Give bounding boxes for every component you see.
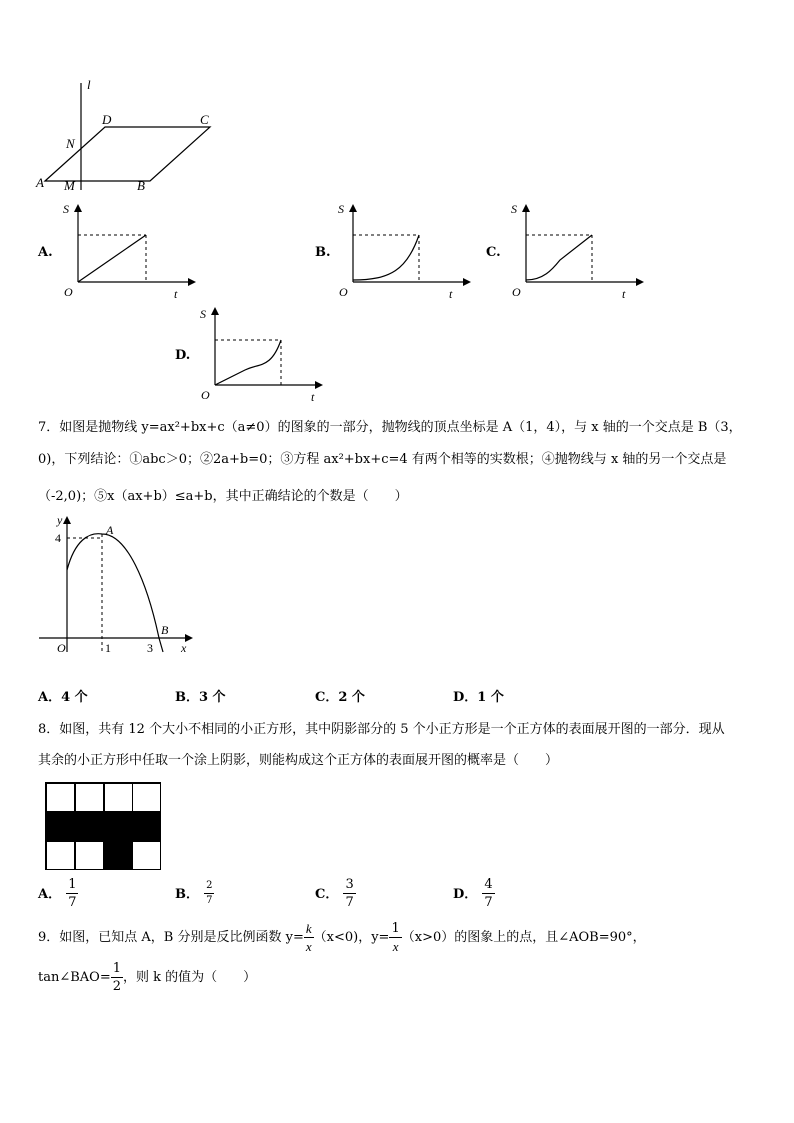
q8-choice-b bbox=[175, 881, 214, 906]
x-axis-label: x bbox=[181, 641, 187, 655]
option-d-label: D. bbox=[175, 348, 191, 363]
numerator: 2 bbox=[204, 881, 214, 894]
origin-label: O bbox=[64, 285, 73, 299]
q9-text-part1: 9．如图，已知点 A，B 分别是反比例函数 y= bbox=[38, 930, 304, 945]
point-m-label: M bbox=[64, 178, 75, 193]
fraction bbox=[482, 878, 494, 909]
q7-line-2: 0)，下列结论：①abc＞0；②2a+b=0；③方程 ax²+bx+c=4 有两个相等的实数根；④抛物线与 x 轴的另一个交点是 bbox=[38, 452, 727, 467]
shaded-cell bbox=[104, 812, 133, 841]
line-l-label: l bbox=[87, 77, 91, 92]
grid-cell bbox=[75, 783, 104, 812]
shaded-cell bbox=[132, 812, 161, 841]
grid-cell bbox=[75, 841, 104, 870]
fraction-k-over-x bbox=[304, 922, 314, 953]
q9-text-tail: ，则 k 的值为（ ） bbox=[123, 970, 257, 985]
q8-choice-d bbox=[453, 878, 495, 909]
point-b-label: B bbox=[137, 178, 145, 193]
q9-line-2 bbox=[38, 962, 256, 993]
denominator: 2 bbox=[112, 979, 122, 994]
denominator: x bbox=[305, 939, 312, 954]
q8-line-2: 其余的小正方形中任取一个涂上阴影，则能构成这个正方体的表面展开图的概率是（ ） bbox=[38, 753, 559, 768]
option-b-label: B. bbox=[315, 245, 331, 260]
fraction bbox=[204, 881, 214, 906]
denominator: 7 bbox=[206, 895, 213, 906]
grid-cell bbox=[46, 783, 75, 812]
point-a-label: A bbox=[36, 175, 44, 190]
numerator: 1 bbox=[68, 877, 77, 892]
denominator: 7 bbox=[345, 895, 354, 910]
fraction-1-over-2 bbox=[111, 962, 123, 993]
choice-letter: A． bbox=[38, 887, 62, 902]
x-tick-1: 1 bbox=[105, 641, 111, 655]
option-c-graph bbox=[508, 200, 648, 300]
t-axis-label: t bbox=[174, 287, 178, 300]
numerator: 3 bbox=[345, 877, 354, 892]
shaded-cell bbox=[75, 812, 104, 841]
choice-letter: D． bbox=[453, 887, 478, 902]
origin-label: O bbox=[57, 641, 66, 655]
origin-label: O bbox=[339, 285, 348, 299]
denominator: 7 bbox=[68, 895, 77, 910]
x-tick-3: 3 bbox=[147, 641, 153, 655]
y-axis-label: y bbox=[57, 513, 63, 527]
numerator: 1 bbox=[391, 921, 400, 936]
shaded-cell bbox=[104, 841, 133, 870]
q8-choice-c bbox=[315, 878, 356, 909]
s-axis-label: S bbox=[338, 202, 344, 216]
grid-cell bbox=[104, 783, 133, 812]
t-axis-label: t bbox=[622, 287, 626, 300]
square-grid bbox=[45, 782, 161, 870]
q7-choice-d: D．1 个 bbox=[453, 690, 504, 705]
shaded-cell bbox=[46, 812, 75, 841]
t-axis-label: t bbox=[311, 390, 315, 403]
choice-letter: B． bbox=[175, 887, 199, 902]
q7-choice-a: A．4 个 bbox=[38, 690, 88, 705]
q9-text-part3: （x>0）的图象上的点，且∠AOB=90°， bbox=[401, 930, 646, 945]
parabola-graph bbox=[35, 512, 205, 657]
numerator: 1 bbox=[112, 961, 122, 976]
point-b-label: B bbox=[161, 623, 169, 637]
q8-line-1: 8．如图，共有 12 个大小不相同的小正方形，其中阴影部分的 5 个小正方形是一个正方体的表面展开图的一部分．现从 bbox=[38, 722, 725, 737]
numerator: 4 bbox=[484, 877, 493, 892]
s-axis-label: S bbox=[63, 202, 69, 216]
numerator: k bbox=[305, 921, 312, 936]
vertex-a-label: A bbox=[106, 523, 114, 537]
grid-cell bbox=[132, 783, 161, 812]
q8-choice-a bbox=[38, 878, 78, 909]
q7-line-3: （-2,0)；⑤x（ax+b）≤a+b，其中正确结论的个数是（ ） bbox=[38, 489, 408, 504]
origin-label: O bbox=[201, 388, 210, 402]
parallelogram-figure bbox=[30, 75, 230, 200]
q9-tan-label: tan∠BAO= bbox=[38, 970, 111, 985]
y-tick-4: 4 bbox=[55, 531, 61, 545]
point-d-label: D bbox=[102, 112, 112, 127]
origin-label: O bbox=[512, 285, 521, 299]
q9-line-1 bbox=[38, 922, 646, 953]
fraction bbox=[66, 878, 78, 909]
option-c-label: C. bbox=[486, 245, 501, 260]
q7-choice-b: B．3 个 bbox=[175, 690, 226, 705]
q9-text-part2: （x<0)，y= bbox=[313, 930, 390, 945]
point-n-label: N bbox=[66, 136, 75, 151]
option-b-graph bbox=[335, 200, 475, 300]
q7-choice-c: C．2 个 bbox=[315, 690, 365, 705]
option-d-graph bbox=[197, 303, 337, 403]
denominator: x bbox=[392, 939, 399, 954]
s-axis-label: S bbox=[511, 202, 517, 216]
choice-letter: C． bbox=[315, 887, 339, 902]
fraction-1-over-x bbox=[389, 922, 401, 953]
q7-line-1: 7．如图是抛物线 y=ax²+bx+c（a≠0）的图象的一部分，抛物线的顶点坐标是 A（1，4），与 x 轴的一个交点是 B（3， bbox=[38, 420, 742, 435]
denominator: 7 bbox=[484, 895, 493, 910]
s-axis-label: S bbox=[200, 307, 206, 321]
t-axis-label: t bbox=[449, 287, 453, 300]
grid-cell bbox=[132, 841, 161, 870]
point-c-label: C bbox=[200, 112, 209, 127]
grid-cell bbox=[46, 841, 75, 870]
option-a-graph bbox=[60, 200, 200, 300]
option-a-label: A. bbox=[38, 245, 53, 260]
fraction bbox=[343, 878, 355, 909]
